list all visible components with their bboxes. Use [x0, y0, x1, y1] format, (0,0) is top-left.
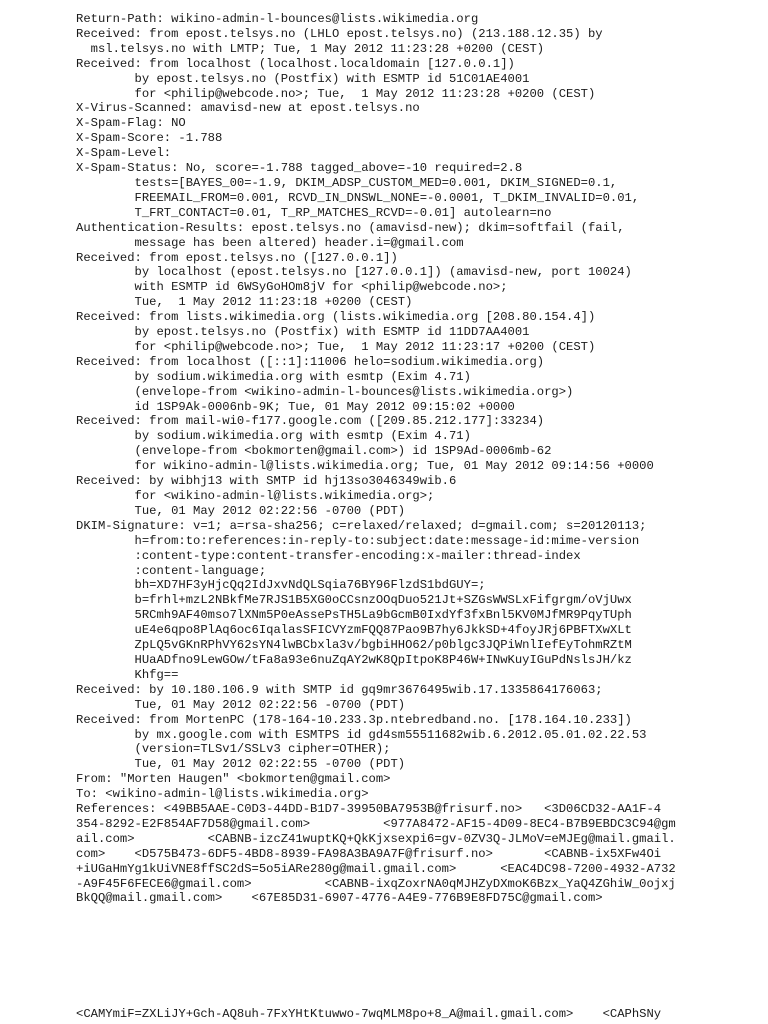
header-line: 5RCmh9AF40mso7lXNm5P0eAssePsTH5La9bGcmB0IxdYf3fxBnl5KV0MJfMR9PqyTUph [76, 608, 632, 623]
header-line: DKIM-Signature: v=1; a=rsa-sha256; c=relaxed/relaxed; d=gmail.com; s=20120113; [76, 518, 647, 533]
header-line: X-Spam-Status: No, score=-1.788 tagged_above=-10 required=2.8 [76, 161, 523, 176]
header-line: BkQQ@mail.gmail.com> <67E85D31-6907-4776-A4E9-776B9E8FD75C@gmail.com> [76, 891, 603, 906]
header-line: X-Spam-Flag: NO [76, 116, 186, 131]
header-line: Authentication-Results: epost.telsys.no (amavisd-new); dkim=softfail (fail, [76, 220, 625, 235]
header-line: FREEMAIL_FROM=0.001, RCVD_IN_DNSWL_NONE=-0.0001, T_DKIM_INVALID=0.01, [76, 190, 640, 205]
header-line: id 1SP9Ak-0006nb-9K; Tue, 01 May 2012 09:15:02 +0000 [76, 399, 515, 414]
header-line: bh=XD7HF3yHjcQq2IdJxvNdQLSqia76BY96FlzdS1bdGUY=; [76, 578, 486, 593]
header-line: -A9F45F6FECE6@gmail.com> <CABNB-ixqZoxrNA0qMJHZyDXmoK6Bzx_YaQ4ZGhiW_0ojxj [76, 876, 676, 891]
header-line: Tue, 01 May 2012 02:22:55 -0700 (PDT) [76, 757, 406, 772]
references-continuation-line: <CAMYmiF=ZXLiJY+Gch-AQ8uh-7FxYHtKtuwwo-7wqMLM8po+8_A@mail.gmail.com> <CAPhSNy [76, 1007, 662, 1021]
header-line: Received: from mail-wi0-f177.google.com ([209.85.212.177]:33234) [76, 414, 545, 429]
header-line: Tue, 1 May 2012 11:23:18 +0200 (CEST) [76, 295, 413, 310]
header-line: Received: from lists.wikimedia.org (lists.wikimedia.org [208.80.154.4]) [76, 310, 596, 325]
header-line: To: <wikino-admin-l@lists.wikimedia.org> [76, 787, 369, 802]
header-line: ail.com> <CABNB-izcZ41wuptKQ+QkKjxsexpi6=gv-0ZV3Q-JLMoV=eMJEg@mail.gmail. [76, 831, 676, 846]
header-line: Received: from localhost ([::1]:11006 helo=sodium.wikimedia.org) [76, 354, 545, 369]
header-line: Received: from epost.telsys.no ([127.0.0.1]) [76, 250, 398, 265]
header-line: by mx.google.com with ESMTPS id gd4sm55511682wib.6.2012.05.01.02.22.53 [76, 727, 647, 742]
header-line: (version=TLSv1/SSLv3 cipher=OTHER); [76, 742, 391, 757]
header-line: by localhost (epost.telsys.no [127.0.0.1]) (amavisd-new, port 10024) [76, 265, 632, 280]
header-line: msl.telsys.no with LMTP; Tue, 1 May 2012 11:23:28 +0200 (CEST) [76, 41, 545, 56]
header-line: Received: by wibhj13 with SMTP id hj13so3046349wib.6 [76, 474, 457, 489]
header-line: Tue, 01 May 2012 02:22:56 -0700 (PDT) [76, 697, 406, 712]
header-line: (envelope-from <wikino-admin-l-bounces@lists.wikimedia.org>) [76, 384, 574, 399]
header-line: with ESMTP id 6WSyGoHOm8jV for <philip@webcode.no>; [76, 280, 508, 295]
header-line: h=from:to:references:in-reply-to:subject:date:message-id:mime-version [76, 533, 640, 548]
header-line: :content-language; [76, 563, 267, 578]
email-raw-headers [76, 12, 676, 906]
header-line: References: <49BB5AAE-C0D3-44DD-B1D7-39950BA7953B@frisurf.no> <3D06CD32-AA1F-4 [76, 802, 662, 817]
header-line: T_FRT_CONTACT=0.01, T_RP_MATCHES_RCVD=-0.01] autolearn=no [76, 205, 552, 220]
header-line: 354-8292-E2F854AF7D58@gmail.com> <977A8472-AF15-4D09-8EC4-B7B9EBDC3C94@gm [76, 816, 676, 831]
header-line: com> <D575B473-6DF5-4BD8-8939-FA98A3BA9A7F@frisurf.no> <CABNB-ix5XFw4Oi [76, 846, 662, 861]
header-line: for <wikino-admin-l@lists.wikimedia.org>; [76, 489, 435, 503]
header-line: From: "Morten Haugen" <bokmorten@gmail.com> [76, 772, 391, 787]
header-line: :content-type:content-transfer-encoding:x-mailer:thread-index [76, 548, 581, 563]
header-line: Received: from MortenPC (178-164-10.233.3p.ntebredband.no. [178.164.10.233]) [76, 712, 632, 727]
header-line: message has been altered) header.i=@gmail.com [76, 235, 464, 250]
header-line: Received: from localhost (localhost.localdomain [127.0.0.1]) [76, 56, 515, 71]
header-line: +iUGaHmYg1kUiVNE8ffSC2dS=5o5iARe280g@mail.gmail.com> <EAC4DC98-7200-4932-A732 [76, 861, 676, 876]
header-line: uE4e6qpo8PlAq6oc6IqalasSFICVYzmFQQ87Pao9B7hy6JkkSD+4foyJRj6PBFTXwXLt [76, 623, 632, 638]
header-line: by epost.telsys.no (Postfix) with ESMTP id 51C01AE4001 [76, 71, 530, 86]
header-line: for <philip@webcode.no>; Tue, 1 May 2012 11:23:17 +0200 (CEST) [76, 339, 596, 354]
header-line: HUaADfno9LewGOw/tFa8a93e6nuZqAY2wK8QpItpoK8P46W+INwKuyIGuPdNslsJH/kz [76, 652, 632, 667]
header-line: for wikino-admin-l@lists.wikimedia.org; Tue, 01 May 2012 09:14:56 +0000 [76, 459, 654, 474]
header-line: b=frhl+mzL2NBkfMe7RJS1B5XG0oCCsnzOOqDuo521Jt+SZGsWWSLxFifgrgm/oVjUwx [76, 593, 632, 608]
header-line: Received: by 10.180.106.9 with SMTP id gq9mr3676495wib.17.1335864176063; [76, 682, 603, 697]
header-line: Khfg== [76, 667, 179, 682]
header-line: X-Virus-Scanned: amavisd-new at epost.telsys.no [76, 101, 420, 116]
header-line: by sodium.wikimedia.org with esmtp (Exim 4.71) [76, 369, 471, 384]
header-line: (envelope-from <bokmorten@gmail.com>) id 1SP9Ad-0006mb-62 [76, 444, 552, 459]
header-line: Tue, 01 May 2012 02:22:56 -0700 (PDT) [76, 503, 406, 518]
header-line: by sodium.wikimedia.org with esmtp (Exim 4.71) [76, 429, 471, 444]
header-line: Return-Path: wikino-admin-l-bounces@lists.wikimedia.org [76, 12, 479, 26]
header-line: Received: from epost.telsys.no (LHLO epost.telsys.no) (213.188.12.35) by [76, 26, 603, 41]
header-line: for <philip@webcode.no>; Tue, 1 May 2012 11:23:28 +0200 (CEST) [76, 86, 596, 101]
header-line: tests=[BAYES_00=-1.9, DKIM_ADSP_CUSTOM_MED=0.001, DKIM_SIGNED=0.1, [76, 175, 618, 190]
header-line: ZpLQ5vGKnRPhVY62sYN4lwBCbxla3v/bgbiHHO62/p0blgc3JQPiWnlIefEyTohmRZtM [76, 638, 632, 653]
header-line: X-Spam-Score: -1.788 [76, 131, 223, 146]
header-line: X-Spam-Level: [76, 146, 172, 161]
header-line: by epost.telsys.no (Postfix) with ESMTP id 11DD7AA4001 [76, 325, 530, 340]
